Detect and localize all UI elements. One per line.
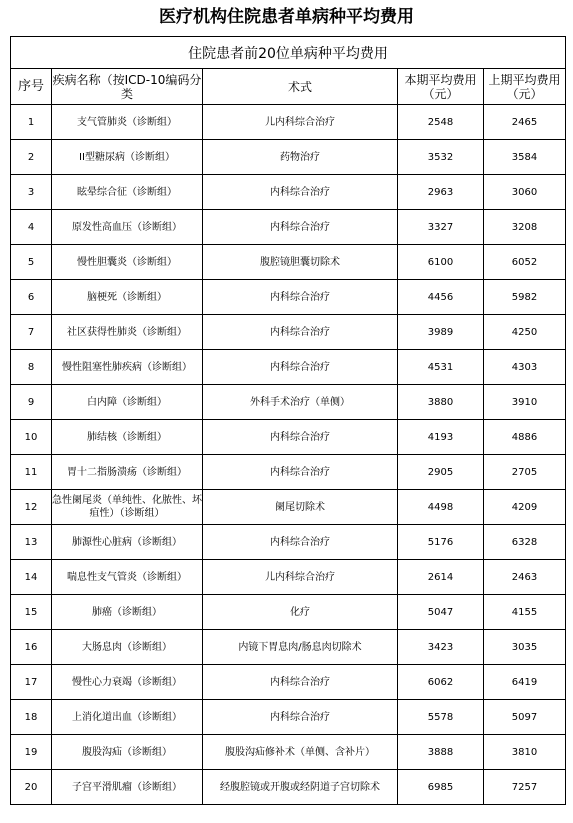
procedure-name: 内科综合治疗 — [203, 210, 398, 245]
disease-name: 支气管肺炎（诊断组） — [52, 105, 203, 140]
disease-name: 社区获得性肺炎（诊断组） — [52, 315, 203, 350]
row-number: 11 — [11, 455, 52, 490]
current-cost: 5578 — [398, 700, 484, 735]
header-procedure: 术式 — [203, 69, 398, 105]
current-cost: 6985 — [398, 770, 484, 805]
header-previous-cost: 上期平均费用（元） — [484, 69, 566, 105]
row-number: 7 — [11, 315, 52, 350]
current-cost: 3989 — [398, 315, 484, 350]
header-index: 序号 — [11, 69, 52, 105]
table-row — [11, 630, 566, 665]
table-row — [11, 770, 566, 805]
previous-cost: 7257 — [484, 770, 566, 805]
previous-cost: 4250 — [484, 315, 566, 350]
table-row — [11, 385, 566, 420]
disease-name: 腹股沟疝（诊断组） — [52, 735, 203, 770]
previous-cost: 2463 — [484, 560, 566, 595]
table-row — [11, 245, 566, 280]
procedure-name: 内科综合治疗 — [203, 525, 398, 560]
procedure-name: 内科综合治疗 — [203, 420, 398, 455]
procedure-name: 内科综合治疗 — [203, 700, 398, 735]
previous-cost: 4155 — [484, 595, 566, 630]
procedure-name: 化疗 — [203, 595, 398, 630]
table-row — [11, 455, 566, 490]
previous-cost: 5097 — [484, 700, 566, 735]
disease-name: 上消化道出血（诊断组） — [52, 700, 203, 735]
procedure-name: 经腹腔镜或开腹或经阴道子宫切除术 — [203, 770, 398, 805]
current-cost: 3888 — [398, 735, 484, 770]
row-number: 15 — [11, 595, 52, 630]
table-row — [11, 210, 566, 245]
disease-name: 大肠息肉（诊断组） — [52, 630, 203, 665]
previous-cost: 4209 — [484, 490, 566, 525]
disease-name: 慢性阻塞性肺疾病（诊断组） — [52, 350, 203, 385]
procedure-name: 内科综合治疗 — [203, 280, 398, 315]
disease-name: 慢性心力衰竭（诊断组） — [52, 665, 203, 700]
disease-name: 急性阑尾炎（单纯性、化脓性、坏疽性）（诊断组） — [52, 490, 203, 525]
previous-cost: 2465 — [484, 105, 566, 140]
procedure-name: 内科综合治疗 — [203, 175, 398, 210]
previous-cost: 5982 — [484, 280, 566, 315]
previous-cost: 4303 — [484, 350, 566, 385]
disease-name: 原发性高血压（诊断组） — [52, 210, 203, 245]
previous-cost: 3060 — [484, 175, 566, 210]
procedure-name: 儿内科综合治疗 — [203, 560, 398, 595]
previous-cost: 3910 — [484, 385, 566, 420]
procedure-name: 内科综合治疗 — [203, 665, 398, 700]
row-number: 20 — [11, 770, 52, 805]
table-row — [11, 560, 566, 595]
row-number: 6 — [11, 280, 52, 315]
table-row — [11, 140, 566, 175]
disease-name: 脑梗死（诊断组） — [52, 280, 203, 315]
procedure-name: 儿内科综合治疗 — [203, 105, 398, 140]
procedure-name: 内科综合治疗 — [203, 350, 398, 385]
row-number: 5 — [11, 245, 52, 280]
table-row — [11, 315, 566, 350]
procedure-name: 内科综合治疗 — [203, 315, 398, 350]
table-row — [11, 490, 566, 525]
row-number: 17 — [11, 665, 52, 700]
current-cost: 4498 — [398, 490, 484, 525]
disease-name: 肺癌（诊断组） — [52, 595, 203, 630]
current-cost: 4456 — [398, 280, 484, 315]
disease-name: II型糖尿病（诊断组） — [52, 140, 203, 175]
row-number: 10 — [11, 420, 52, 455]
current-cost: 2905 — [398, 455, 484, 490]
disease-name: 眩晕综合征（诊断组） — [52, 175, 203, 210]
row-number: 2 — [11, 140, 52, 175]
row-number: 13 — [11, 525, 52, 560]
row-number: 8 — [11, 350, 52, 385]
procedure-name: 内镜下胃息肉/肠息肉切除术 — [203, 630, 398, 665]
row-number: 14 — [11, 560, 52, 595]
row-number: 16 — [11, 630, 52, 665]
disease-name: 胃十二指肠溃疡（诊断组） — [52, 455, 203, 490]
row-number: 12 — [11, 490, 52, 525]
row-number: 4 — [11, 210, 52, 245]
current-cost: 3880 — [398, 385, 484, 420]
fee-table — [10, 36, 566, 805]
current-cost: 6100 — [398, 245, 484, 280]
disease-name: 肺源性心脏病（诊断组） — [52, 525, 203, 560]
previous-cost: 4886 — [484, 420, 566, 455]
row-number: 3 — [11, 175, 52, 210]
current-cost: 2614 — [398, 560, 484, 595]
table-row — [11, 525, 566, 560]
table-row — [11, 665, 566, 700]
row-number: 1 — [11, 105, 52, 140]
procedure-name: 外科手术治疗（单侧） — [203, 385, 398, 420]
previous-cost: 6419 — [484, 665, 566, 700]
procedure-name: 阑尾切除术 — [203, 490, 398, 525]
table-row — [11, 420, 566, 455]
current-cost: 3532 — [398, 140, 484, 175]
previous-cost: 6328 — [484, 525, 566, 560]
previous-cost: 3035 — [484, 630, 566, 665]
previous-cost: 2705 — [484, 455, 566, 490]
table-row — [11, 735, 566, 770]
current-cost: 5047 — [398, 595, 484, 630]
table-row — [11, 280, 566, 315]
current-cost: 2548 — [398, 105, 484, 140]
current-cost: 3327 — [398, 210, 484, 245]
procedure-name: 内科综合治疗 — [203, 455, 398, 490]
disease-name: 白内障（诊断组） — [52, 385, 203, 420]
procedure-name: 药物治疗 — [203, 140, 398, 175]
disease-name: 喘息性支气管炎（诊断组） — [52, 560, 203, 595]
table-row — [11, 105, 566, 140]
current-cost: 5176 — [398, 525, 484, 560]
procedure-name: 腹腔镜胆囊切除术 — [203, 245, 398, 280]
table-row — [11, 595, 566, 630]
page-title: 医疗机构住院患者单病种平均费用 — [159, 7, 414, 27]
current-cost: 2963 — [398, 175, 484, 210]
header-current-cost: 本期平均费用（元） — [398, 69, 484, 105]
row-number: 9 — [11, 385, 52, 420]
previous-cost: 6052 — [484, 245, 566, 280]
current-cost: 4193 — [398, 420, 484, 455]
disease-name: 慢性胆囊炎（诊断组） — [52, 245, 203, 280]
row-number: 19 — [11, 735, 52, 770]
procedure-name: 腹股沟疝修补术（单侧、含补片） — [203, 735, 398, 770]
table-subtitle: 住院患者前20位单病种平均费用 — [11, 37, 566, 69]
previous-cost: 3208 — [484, 210, 566, 245]
header-disease: 疾病名称（按ICD-10编码分类 — [52, 69, 203, 105]
current-cost: 4531 — [398, 350, 484, 385]
disease-name: 肺结核（诊断组） — [52, 420, 203, 455]
disease-name: 子宫平滑肌瘤（诊断组） — [52, 770, 203, 805]
previous-cost: 3810 — [484, 735, 566, 770]
row-number: 18 — [11, 700, 52, 735]
current-cost: 6062 — [398, 665, 484, 700]
table-row — [11, 175, 566, 210]
table-row — [11, 700, 566, 735]
table-row — [11, 350, 566, 385]
current-cost: 3423 — [398, 630, 484, 665]
previous-cost: 3584 — [484, 140, 566, 175]
